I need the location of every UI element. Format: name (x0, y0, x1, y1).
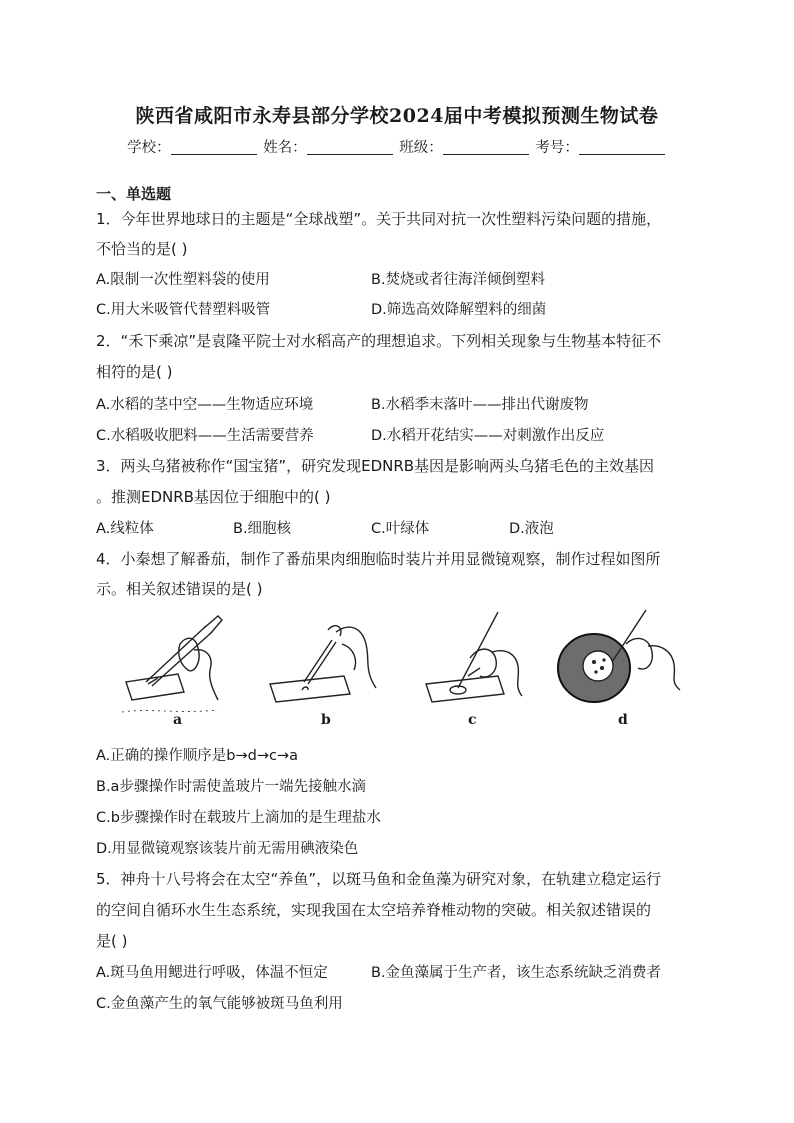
q4-stem-line1: 4．小秦想了解番茄，制作了番茄果肉细胞临时装片并用显微镜观察，制作过程如图所 (96, 550, 661, 568)
q5-option-b: B.金鱼藻属于生产者，该生态系统缺乏消费者 (371, 965, 662, 981)
number-blank[interactable] (579, 140, 665, 155)
q5-stem-line3: 是( ) (96, 932, 128, 950)
q1-option-d: D.筛选高效降解塑料的细菌 (371, 302, 547, 318)
figure-label-b: b (321, 712, 331, 728)
step-b-illustration (270, 626, 376, 702)
q2-stem-line1: 2．“禾下乘凉”是袁隆平院士对水稻高产的理想追求。下列相关现象与生物基本特征不 (96, 332, 662, 350)
q5-option-a: A.斑马鱼用鳃进行呼吸，体温不恒定 (96, 965, 328, 981)
q3-stem-line1: 3．两头乌猪被称作“国宝猪”，研究发现EDNRB基因是影响两头乌猪毛色的主效基因 (96, 457, 655, 475)
figure-label-c: c (468, 712, 477, 728)
q3-option-b: B.细胞核 (233, 521, 292, 537)
q1-stem-line1: 1．今年世界地球日的主题是“全球战塑”。关于共同对抗一次性塑料污染问题的措施， (96, 210, 662, 228)
figure-label-a: a (173, 712, 183, 728)
name-blank[interactable] (307, 140, 393, 155)
q5-stem-line2: 的空间自循环水生生态系统，实现我国在太空培养脊椎动物的突破。相关叙述错误的 (96, 901, 652, 919)
q1-stem-line2: 不恰当的是( ) (96, 240, 188, 258)
q2-option-d: D.水稻开花结实——对刺激作出反应 (371, 428, 605, 444)
q4-option-d: D.用显微镜观察该装片前无需用碘液染色 (96, 841, 359, 857)
number-label: 考号： (535, 140, 579, 156)
school-blank[interactable] (171, 140, 257, 155)
class-label: 班级： (399, 140, 443, 156)
section-heading: 一、单选题 (96, 185, 172, 203)
name-label: 姓名： (263, 140, 307, 156)
step-d-illustration (558, 610, 680, 702)
q3-stem-line2: 。推测EDNRB基因位于细胞中的( ) (96, 488, 331, 506)
step-a-illustration (122, 616, 222, 712)
q3-option-d: D.液泡 (509, 521, 554, 537)
q2-stem-line2: 相符的是( ) (96, 363, 173, 381)
q4-option-a: A.正确的操作顺序是b→d→c→a (96, 748, 298, 764)
q1-option-c: C.用大米吸管代替塑料吸管 (96, 302, 271, 318)
q5-option-c: C.金鱼藻产生的氧气能够被斑马鱼利用 (96, 996, 343, 1012)
step-c-illustration (426, 612, 522, 702)
q4-stem-line2: 示。相关叙述错误的是( ) (96, 580, 263, 598)
q4-option-b: B.a步骤操作时需使盖玻片一端先接触水滴 (96, 779, 366, 795)
slide-preparation-figure (118, 604, 688, 732)
exam-title: 陕西省咸阳市永寿县部分学校2024届中考模拟预测生物试卷 (135, 105, 659, 127)
q4-option-c: C.b步骤操作时在载玻片上滴加的是生理盐水 (96, 810, 381, 826)
q2-option-b: B.水稻季末落叶——排出代谢废物 (371, 397, 589, 413)
class-blank[interactable] (443, 140, 529, 155)
q1-option-b: B.焚烧或者往海洋倾倒塑料 (371, 272, 546, 288)
q3-option-a: A.线粒体 (96, 521, 154, 537)
figure-label-d: d (618, 712, 628, 728)
q2-option-c: C.水稻吸收肥料——生活需要营养 (96, 428, 314, 444)
q5-stem-line1: 5．神舟十八号将会在太空“养鱼”，以斑马鱼和金鱼藻为研究对象，在轨建立稳定运行 (96, 870, 662, 888)
q2-option-a: A.水稻的茎中空——生物适应环境 (96, 397, 314, 413)
school-label: 学校： (127, 140, 171, 156)
q1-option-a: A.限制一次性塑料袋的使用 (96, 272, 270, 288)
student-info-row (0, 136, 794, 157)
q3-option-c: C.叶绿体 (371, 521, 430, 537)
